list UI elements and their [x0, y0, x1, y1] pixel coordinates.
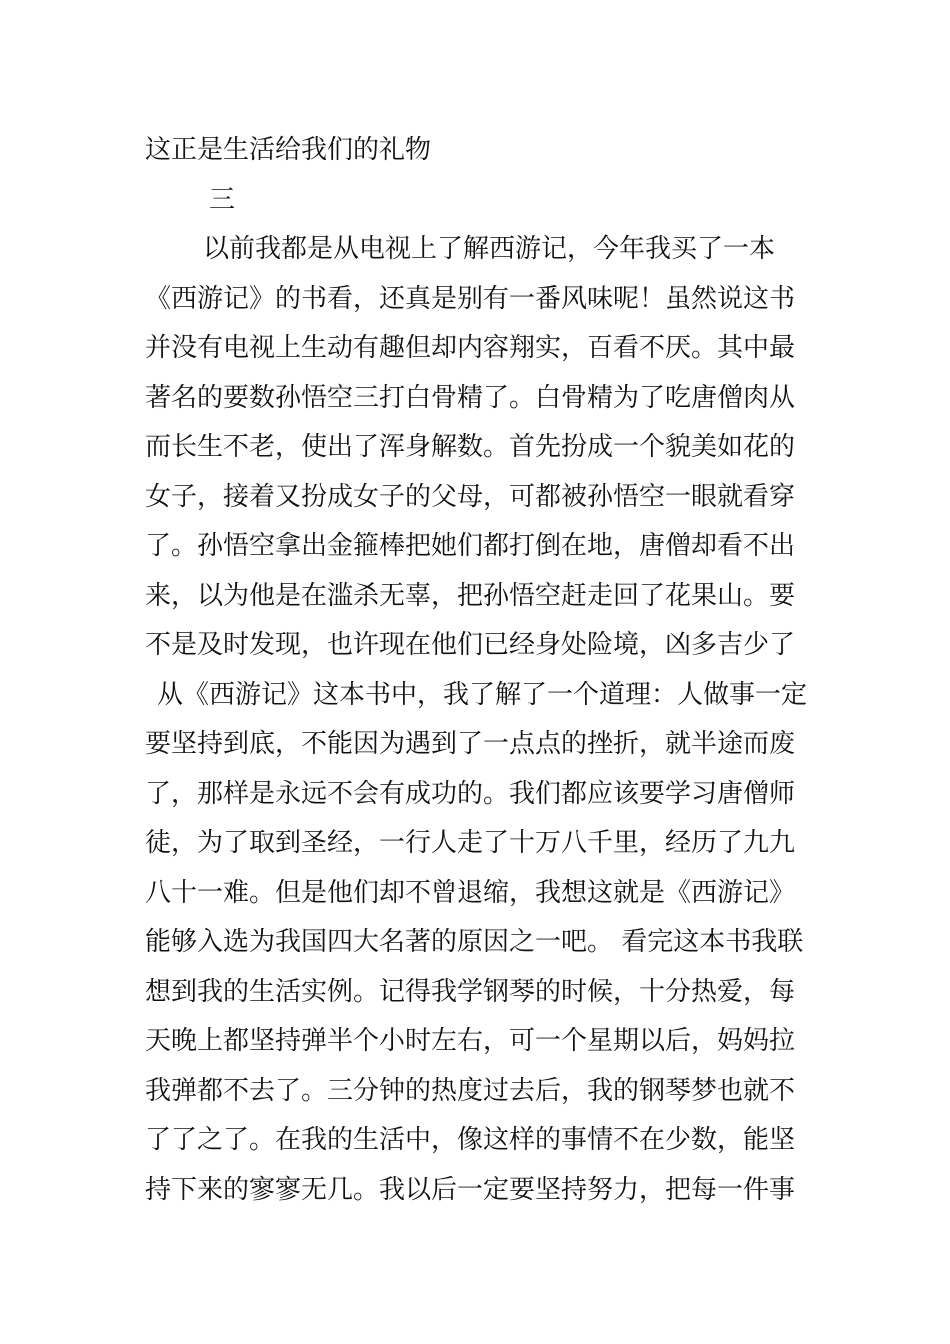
text-line: 想到我的生活实例。记得我学钢琴的时候，十分热爱，每 [145, 976, 796, 1007]
text-line: 要坚持到底，不能因为遇到了一点点的挫折，就半途而废 [145, 729, 796, 759]
text-line: 《西游记》的书看，还真是别有一番风味呢！虽然说这书 [145, 283, 796, 314]
text-line: 不是及时发现，也许现在他们已经身处险境，凶多吉少了 [145, 630, 796, 660]
text-line: 了了之了。在我的生活中，像这样的事情不在少数，能坚 [145, 1125, 796, 1155]
text-line: 了，那样是永远不会有成功的。我们都应该要学习唐僧师 [145, 778, 796, 809]
text-line: 了。孙悟空拿出金箍棒把她们都打倒在地，唐僧却看不出 [145, 531, 796, 561]
text-line: 并没有电视上生动有趣但却内容翔实，百看不厌。其中最 [145, 333, 796, 363]
text-line: 天晚上都坚持弹半个小时左右，可一个星期以后，妈妈拉 [145, 1026, 796, 1056]
text-line: 以前我都是从电视上了解西游记，今年我买了一本 [203, 234, 776, 264]
text-line: 女子，接着又扮成女子的父母，可都被孙悟空一眼就看穿 [145, 481, 796, 512]
text-line: 能够入选为我国四大名著的原因之一吧。 看完这本书我联 [145, 927, 804, 957]
text-line: 来，以为他是在滥杀无辜，把孙悟空赶走回了花果山。要 [145, 580, 796, 611]
text-line: 持下来的寥寥无几。我以后一定要坚持努力，把每一件事 [145, 1174, 796, 1205]
text-line: 著名的要数孙悟空三打白骨精了。白骨精为了吃唐僧肉从 [145, 382, 796, 413]
text-line: 从《西游记》这本书中，我了解了一个道理：人做事一定 [157, 679, 808, 710]
section-number: 三 [209, 184, 236, 215]
text-line: 徒，为了取到圣经，一行人走了十万八千里，经历了九九 [145, 828, 796, 858]
document-body [145, 126, 810, 1215]
text-line: 八十一难。但是他们却不曾退缩，我想这就是《西游记》 [145, 877, 796, 908]
text-line: 这正是生活给我们的礼物 [145, 135, 432, 165]
text-line: 我弹都不去了。三分钟的热度过去后，我的钢琴梦也就不 [145, 1075, 796, 1106]
text-line: 而长生不老，使出了浑身解数。首先扮成一个貌美如花的 [145, 432, 796, 462]
